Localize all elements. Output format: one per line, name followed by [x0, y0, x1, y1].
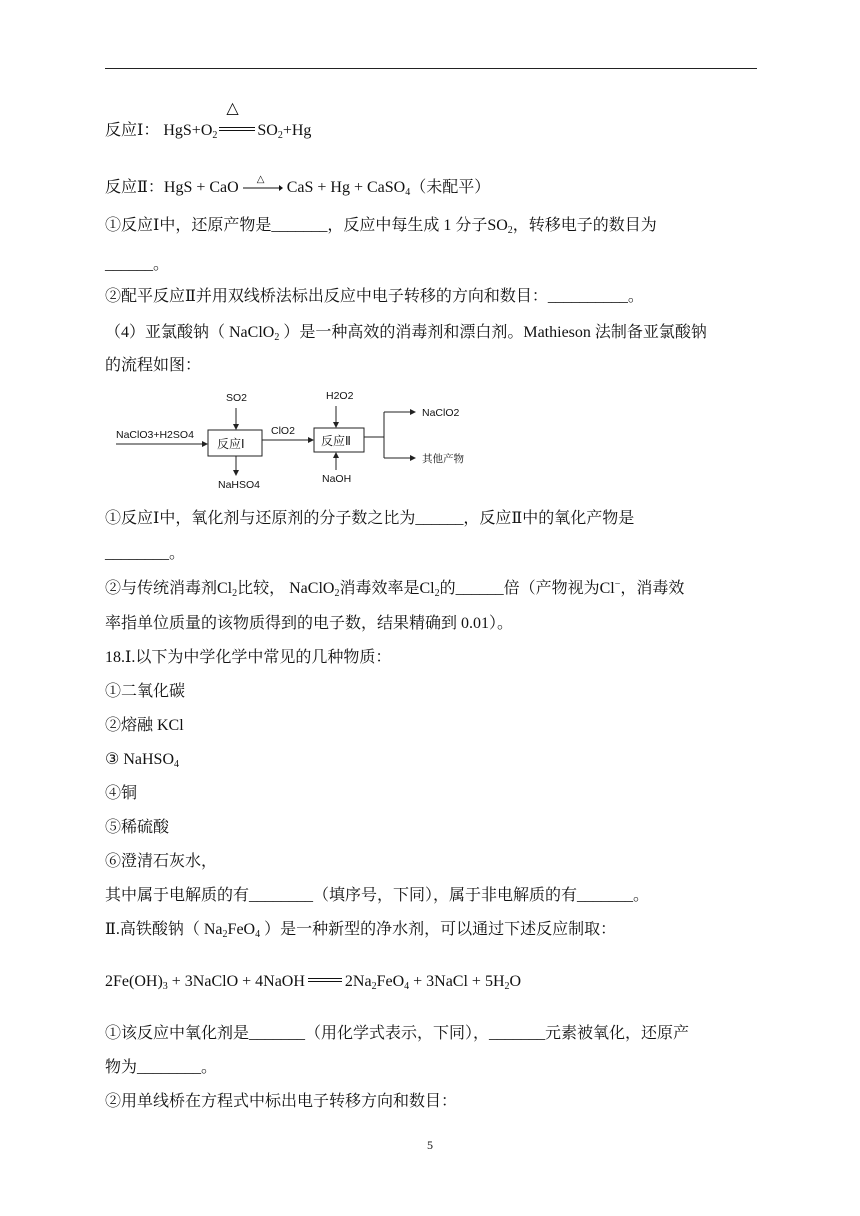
flow-out-naclo2: NaClO2 [422, 407, 460, 419]
q4-1-line1: ①反应Ⅰ中，氧化剂与还原剂的分子数之比为______，反应Ⅱ中的氧化产物是 [105, 510, 635, 527]
flow-naoh: NaOH [322, 473, 352, 485]
flow-box2-label: 反应Ⅱ [321, 434, 351, 448]
q18-item-6: ⑥澄清石灰水， [105, 853, 218, 870]
q18-item-2: ②熔融 KCl [105, 717, 184, 734]
q4-2-line2: 率指单位质量的该物质得到的电子数，结果精确到 0.01）。 [105, 615, 514, 632]
q18-item-1: ①二氧化碳 [105, 683, 186, 700]
heat-condition: △ [226, 100, 239, 117]
header-rule [105, 68, 757, 69]
q18-2-intro: Ⅱ.高铁酸钠（ $Na_2FeO_4$ ）是一种新型的净水剂，可以通过下述反应制取： [105, 921, 617, 940]
q4-line1: （4）亚氯酸钠（ NaClO$_2$ ）是一种高效的消毒剂和漂白剂。Mathieson 法制备亚氯酸钠 [105, 324, 707, 343]
q4-line2: 的流程如图： [105, 357, 202, 374]
q18-item-4: ④铜 [105, 785, 138, 802]
q4-1-line2: ________。 [105, 545, 186, 562]
q18-item-3: ③ NaHSO$_4$ [105, 751, 180, 770]
q18-item-5: ⑤稀硫酸 [105, 819, 170, 836]
flow-nahso4: NaHSO4 [218, 479, 261, 491]
q18-intro: 18.Ⅰ.以下为中学化学中常见的几种物质： [105, 649, 392, 666]
flow-out-others: 其他产物 [422, 453, 464, 465]
q18-2-q1-line2: 物为________。 [105, 1059, 218, 1076]
page-number: 5 [427, 1138, 433, 1152]
reaction-1: 反应Ⅰ： $HgS+O_2$ △ $SO_2+Hg$ [105, 100, 312, 141]
flow-diagram [110, 382, 490, 494]
q18-question: 其中属于电解质的有________（填序号，下同），属于非电解质的有_______。 [105, 887, 650, 904]
q3-1-line2: ______。 [105, 256, 170, 273]
flow-input: NaClO3+H2SO4 [116, 429, 194, 441]
q18-2-q1-line1: ①该反应中氧化剂是_______（用化学式表示，下同），_______元素被氧化，还原产 [105, 1025, 690, 1042]
q3-1-line1: ①反应Ⅰ中，还原产物是_______，反应中每生成 1 分子$SO_2$，转移电子的数目为 [105, 217, 657, 236]
flow-so2: SO2 [226, 392, 248, 404]
flow-h2o2: H2O2 [326, 390, 354, 402]
flow-box1-label: 反应Ⅰ [217, 437, 245, 451]
reaction-2: 反应Ⅱ：HgS + CaO △ CaS + Hg + CaSO$_4$（未配平） [105, 174, 491, 198]
q4-2-line1: ②与传统消毒剂$Cl_2$比较， NaClO$_2$消毒效率是$Cl_2$的______倍（产物视为Cl−，消毒效 [105, 579, 685, 599]
flow-clo2: ClO2 [271, 425, 295, 437]
q18-2-equation: $2Fe(OH)_3$ + 3NaClO + 4NaOH $2Na_2FeO_4$ + 3NaCl + $5H_2O$ [105, 973, 522, 992]
q18-2-q2: ②用单线桥在方程式中标出电子转移方向和数目： [105, 1093, 458, 1110]
q3-2: ②配平反应Ⅱ并用双线桥法标出反应中电子转移的方向和数目：__________。 [105, 288, 644, 305]
